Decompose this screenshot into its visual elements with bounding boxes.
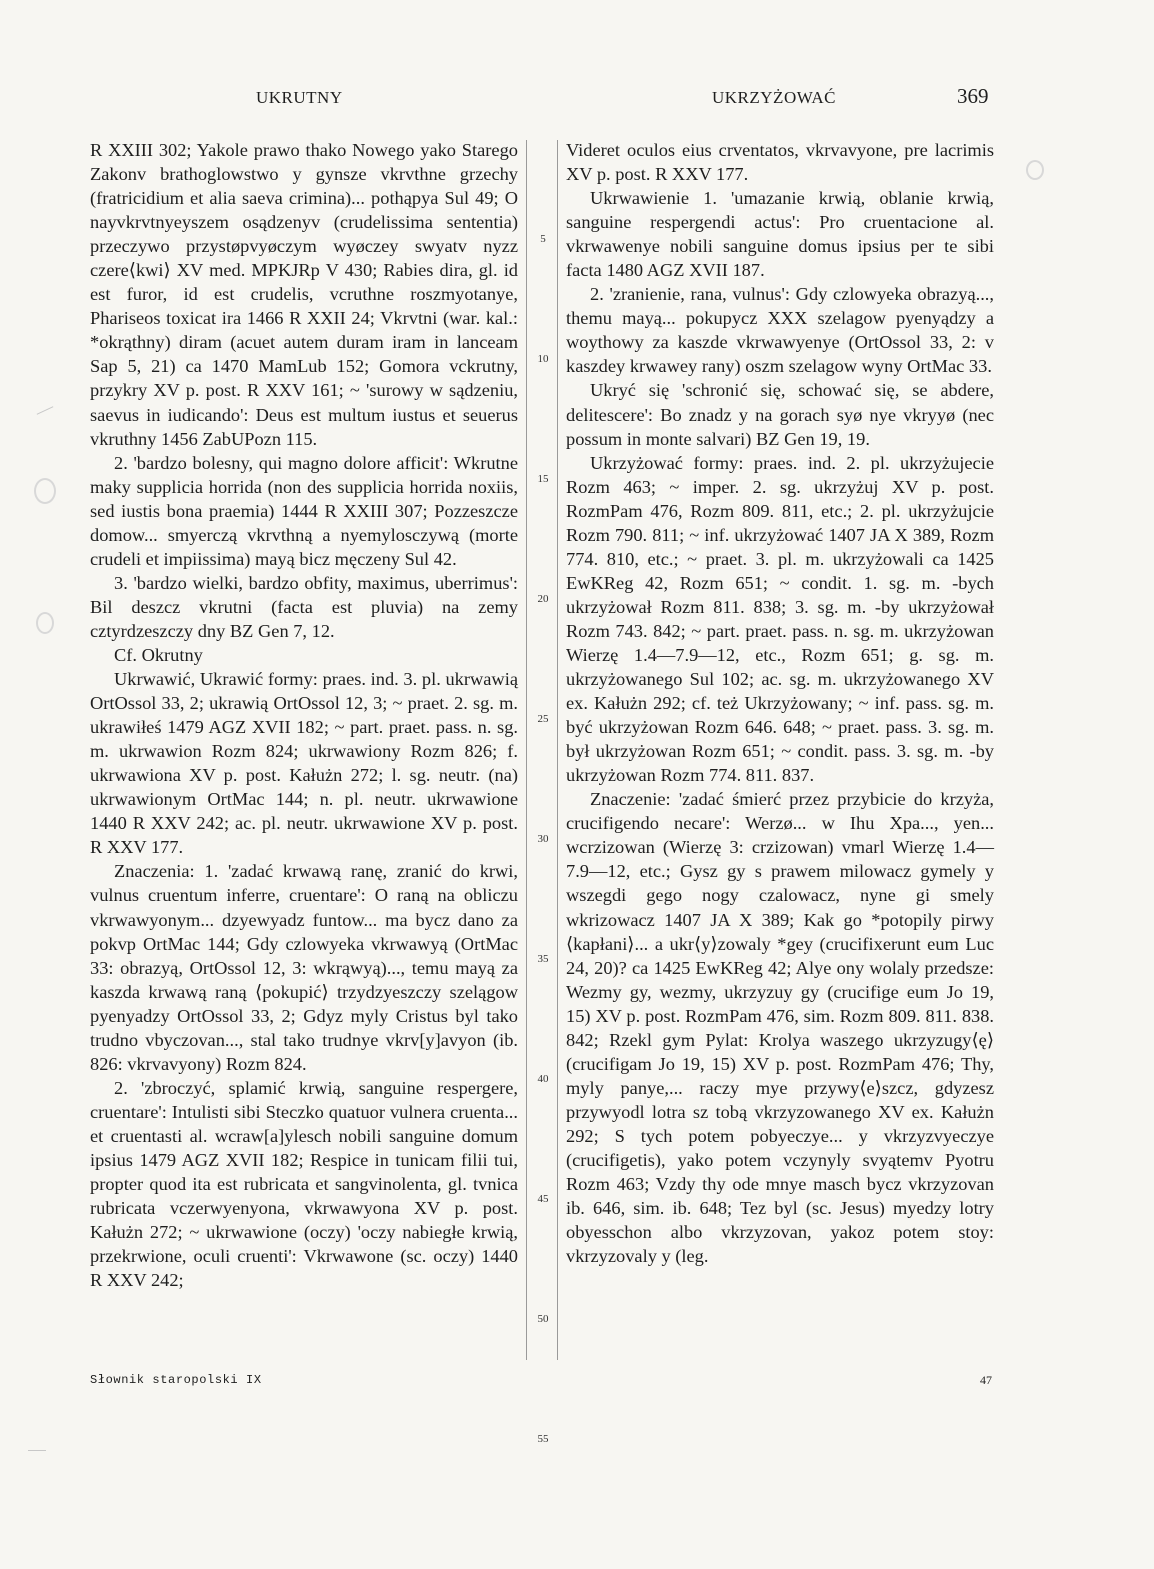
line-number: 50 [537,1313,549,1325]
entry-paragraph: Znaczenie: 'zadać śmierć przez przybicie do krzyża, crucifigendo necare': Werzø... w Ihu Xpa..., yen... wcrzizowan (Wierzę 3: crzizowan) vmarl Wierzę 1.4—7.9—12, etc.; Gysz gy s prawem milowacz gymely y wszegdi gego nogy czalowacz, nyne gi smely wkrizowacz 1407 JA X 389; Kak go *potopily pirwy ⟨kapłani⟩... a ukr⟨y⟩zowaly *gey (crucifixerunt eum Luc 24, 20)? ca 1425 EwKReg 42; Alye ony wolaly przedsze: Wezmy gy, wezmy, ukrzyzuy gy (crucifige eum Jo 19, 15) XV p. post. RozmPam 476, sim. Rozm 809. 811. 838. 842; Rzekl gym Pylat: Krolya waszego ukrzyzugy⟨ę⟩ (crucifigam Jo 19, 15) XV p. post. RozmPam 476; Thy, myly panye,... raczy mye przywy⟨e⟩szcz, gdyzesz przywyodl lotra sz tobą vkrzyzowanego XV ex. Kałużn 292; S tych potem pobyeczye... y vkrzyzvyeczye (crucifigetis), yako potem vczynyly svyątemv Pyotru Rozm 463; Vzdy thy ode mnye masch bycz vkrzyzovan ib. 646, sim. ib. 648; Tez byl (sc. Jesus) myedzy lotry obyesschon albo vkrzyzovan, yakoz potem stoy: vkrzyzovaly y (leg. [566,789,994,1267]
running-head-right: UKRZYŻOWAĆ [712,88,836,107]
footer-signature: 47 [980,1373,992,1387]
line-number: 15 [537,473,549,485]
entry-paragraph: Ukrwawienie 1. 'umazanie krwią, oblanie krwią, sanguine respergendi actus': Pro cruentacione al. vkrwawenye nobili sanguine domus ipsius per te sibi facta 1480 AGZ XVII 187. [566,188,994,281]
line-number: 25 [537,713,549,725]
line-number: 5 [540,233,546,245]
cross-reference: Cf. Okrutny [114,644,203,665]
entry-paragraph: 2. 'zranienie, rana, vulnus': Gdy czlowyeka obrazyą..., themu mayą... pokupycz XXX szelagow pyenyądzy a woythowy za kaszde vkrwawyenye (OrtOssol 33, 2: v kaszdey krwawey rany) oszm szelagow wyny OrtMac 33. [566,284,994,377]
entry-paragraph: R XXIII 302; Yakole prawo thako Nowego yako Starego Zakonv brathoglowstwo y gynsze vkrvthne grzechy (fratricidium et alia saeva crimina)... pothąpya Sul 49; O nayvkrvtnyeyszem osądzenyv (crudelissima sententia) przeczywo przystøpvyøczym wyøczey swyatv nyzz czere⟨kwi⟩ XV med. MPKJRp V 430; Rabies dira, gl. id est furor, id est crudelis, vcruthne roszmyotanye, Phariseos toxicat ira 1466 R XXII 24; Vkrvtni (war. kal.: *okrąthny) diram (acuet autem duram iram in lanceam Sap 5, 21) ca 1470 MamLub 152; Gomora vckrutny, przykry XV p. post. R XXV 161; ~ 'surowy w sądzeniu, saevus in iudicando': Deus est multum iustus et seuerus vkruthny 1456 ZabUPozn 115. [90,140,518,449]
page-number: 369 [957,84,989,108]
line-number: 55 [537,1433,549,1445]
entry-paragraph: 3. 'bardzo wielki, bardzo obfity, maximus, uberrimus': Bil deszcz vkrutni (facta est pluvia) na zemy cztyrdzeszczy dny BZ Gen 7, 12. [90,572,518,641]
entry-paragraph: Ukrwawić, Ukrawić formy: praes. ind. 3. pl. ukrwawią OrtOssol 33, 2; ukrawią OrtOssol 12, 3; ~ praet. 2. sg. m. ukrawiłeś 1479 AGZ XVII 182; ~ part. praet. pass. n. sg. m. ukrwawion Rozm 824; ukrwawiony Rozm 826; f. ukrwawiona XV p. post. Kałużn 272; l. sg. neutr. (na) ukrwawionym OrtMac 144; n. pl. neutr. ukrwawione 1440 R XXV 242; ac. pl. neutr. ukrwawione XV p. post. R XXV 177. [90,669,518,858]
right-column [566,138,994,1268]
line-number: 30 [537,833,549,845]
entry-paragraph: Ukryć się 'schronić się, schować się, se abdere, delitescere': Bo znadz y na gorach syø nye vkryyø (nec possum in monte salvari) BZ Gen 19, 19. [566,380,994,449]
entry-paragraph: Znaczenia: 1. 'zadać krwawą ranę, zranić do krwi, vulnus cruentum inferre, cruentare': O raną na obliczu vkrwawyonym... dzyewyadz funtow... ma bycz dano za pokvp OrtMac 144; Gdy czlowyeka vkrwawyą (OrtMac 33: obrazyą, OrtOssol 12, 3: wkrąwyą)..., temu mayą za kaszda krwawą raną ⟨pokupić⟩ trzydzyeszczy szelągow pyenyadzy OrtOssol 33, 2; Gdyz myly Cristus byl tako trudno vbyczovan..., stal tako trudnye vkrv[y]avyon (ib. 826: vkrvavyony) Rozm 824. [90,861,518,1074]
line-number: 10 [537,353,549,365]
margin-punch-hole-mark [1026,160,1044,180]
line-number: 40 [537,1073,549,1085]
line-number: 45 [537,1193,549,1205]
margin-pencil-mark [28,1450,46,1451]
line-number: 35 [537,953,549,965]
line-number: 20 [537,593,549,605]
margin-punch-hole-mark [34,478,56,504]
entry-paragraph: 2. 'bardzo bolesny, qui magno dolore afficit': Wkrutne maky supplicia horrida (non des supplicia horrida noxiis, sed iustis bona praemia) 1444 R XXIII 307; Pozzeszcze domow... smyerczą vkrvthną a nyemylosczywą (morte crudeli et impiissima) mayą bicz męczeny Sul 42. [90,452,518,569]
footer-title: Słownik staropolski IX [90,1373,262,1387]
left-column [90,138,518,1292]
entry-paragraph: Videret oculos eius crventatos, vkrvavyone, pre lacrimis XV p. post. R XXV 177. [566,140,994,185]
margin-punch-hole-mark [36,612,54,634]
running-head-left: UKRUTNY [256,88,343,107]
entry-paragraph: Ukrzyżować formy: praes. ind. 2. pl. ukrzyżujecie Rozm 463; ~ imper. 2. sg. ukrzyżuj XV p. post. RozmPam 476, Rozm 809. 811, etc.; 2. pl. ukrzyżujcie Rozm 790. 811; ~ inf. ukrzyżować 1407 JA X 389, Rozm 774. 810, etc.; ~ praet. 3. pl. m. ukrzyżowali ca 1425 EwKReg 42, Rozm 651; ~ condit. 1. sg. m. -bych ukrzyżował Rozm 811. 838; 3. sg. m. -by ukrzyżował Rozm 743. 842; ~ part. praet. pass. n. sg. m. ukrzyżowan Wierzę 1.4—7.9—12, etc., Rozm 651; g. sg. m. ukrzyżowanego Sul 102; ac. sg. m. ukrzyżowanego XV ex. Kałużn 292; cf. też Ukrzyżowany; ~ inf. pass. sg. m. być ukrzyżowan Rozm 646. 648; ~ praet. pass. 3. sg. m. był ukrzyżowan Rozm 651; ~ condit. pass. 3. sg. m. -by ukrzyżowan Rozm 774. 811. 837. [566,452,994,786]
entry-paragraph: 2. 'zbroczyć, splamić krwią, sanguine respergere, cruentare': Intulisti sibi Steczko quatuor vulnera cruenta... et cruentasti al. wcraw[a]ylesch nobili sanguine domum ipsius 1479 AGZ XVII 182; Respice in tunicam filii tui, propter quod ita est rubricata et sangvinolenta, gl. tvnica rubricata vczerwyenyona, vkrwawyona XV p. post. Kałużn 272; ~ ukrwawione (oczy) 'oczy nabiegłe krwią, przekrwione, oculi cruenti': Vkrwawone (sc. oczy) 1440 R XXV 242; [90,1077,518,1291]
column-rule-left [526,140,527,1360]
column-rule-right [557,140,558,1360]
margin-pencil-mark [37,406,54,415]
